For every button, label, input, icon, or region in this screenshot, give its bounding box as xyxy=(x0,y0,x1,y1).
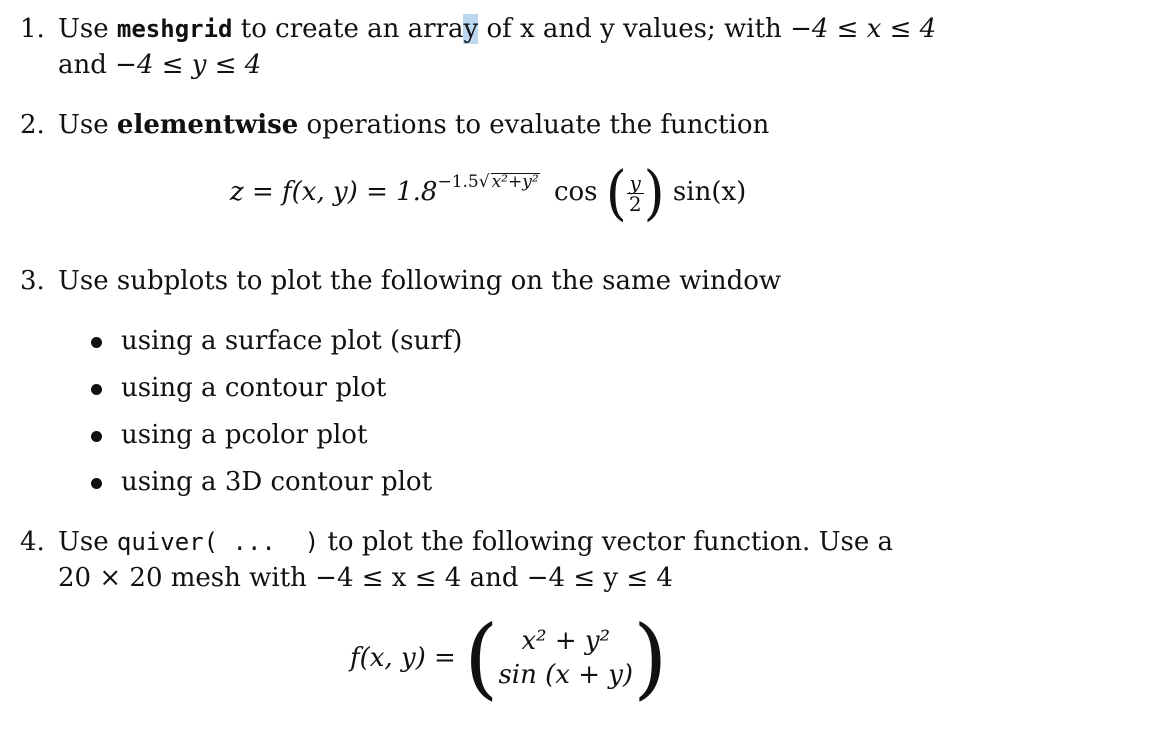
item-4-text-b: to plot the following vector function. Use a xyxy=(319,527,893,557)
item-3-text: Use subplots to plot the following on the same window xyxy=(58,266,782,296)
item-4-line-2 xyxy=(58,563,673,593)
bullet-dot xyxy=(91,478,102,489)
text-selection-highlight: y xyxy=(463,14,479,44)
item-1-text-a: Use xyxy=(58,14,117,44)
item-4-line-1 xyxy=(20,527,893,557)
item-4-number: 4. xyxy=(20,527,45,557)
item-2-line xyxy=(20,110,769,140)
bullet-item: using a contour plot xyxy=(121,373,387,403)
bullet-item: using a 3D contour plot xyxy=(121,467,433,497)
vector-components xyxy=(498,624,633,692)
vector-left-paren: ( xyxy=(464,606,499,709)
bullet-item: using a surface plot (surf) xyxy=(121,326,463,356)
fraction-y-over-2 xyxy=(627,170,644,216)
bullet-dot xyxy=(91,384,102,395)
item-1-text-b: to create an arra xyxy=(232,14,464,44)
right-paren: ) xyxy=(643,157,665,228)
meshgrid-code: meshgrid xyxy=(116,15,233,43)
item-1-number: 1. xyxy=(20,14,45,44)
vector-top: x² + y² xyxy=(521,626,611,656)
equation-z-exponent: −1.5√ x²+y² xyxy=(437,172,539,192)
item-1-line-2 xyxy=(58,50,261,80)
item-1-line-1 xyxy=(20,14,936,44)
vector-bottom: sin (x + y) xyxy=(498,660,634,690)
fraction-numerator: y xyxy=(627,173,644,194)
item-3-number: 3. xyxy=(20,266,45,296)
bullet-dot xyxy=(91,337,102,348)
bullet-dot xyxy=(91,431,102,442)
elementwise-bold: elementwise xyxy=(116,110,299,140)
sin-function: sin(x) xyxy=(672,177,747,207)
exponent-radicand: x²+y² xyxy=(491,172,539,192)
cos-function: cos xyxy=(553,177,598,207)
equation-z-lhs: z = f(x, y) = 1.8 xyxy=(230,177,438,207)
item-2-text-a: Use xyxy=(58,110,117,140)
fraction-denominator: 2 xyxy=(628,191,642,216)
item-4-text-a: Use xyxy=(58,527,117,557)
equation-z xyxy=(230,157,747,228)
item-3-line xyxy=(20,266,781,296)
item-1-text-c: of x and y values; with xyxy=(478,14,791,44)
left-paren: ( xyxy=(605,157,627,228)
x-range-condition: −4 ≤ x ≤ 4 xyxy=(790,14,937,44)
item-4-text-c: 20 × 20 mesh with −4 ≤ x ≤ 4 and −4 ≤ y ≤ 4 xyxy=(58,563,673,593)
item-1-text-d: and xyxy=(58,50,116,80)
exponent-coefficient: −1.5 xyxy=(437,172,479,192)
item-2-number: 2. xyxy=(20,110,45,140)
vector-right-paren: ) xyxy=(633,606,668,709)
vector-lhs: f(x, y) = xyxy=(350,643,456,673)
equation-vector xyxy=(350,606,668,709)
quiver-code: quiver( ... ) xyxy=(116,528,320,556)
item-2-text-b: operations to evaluate the function xyxy=(298,110,770,140)
y-range-condition: −4 ≤ y ≤ 4 xyxy=(115,50,262,80)
bullet-item: using a pcolor plot xyxy=(121,420,368,450)
